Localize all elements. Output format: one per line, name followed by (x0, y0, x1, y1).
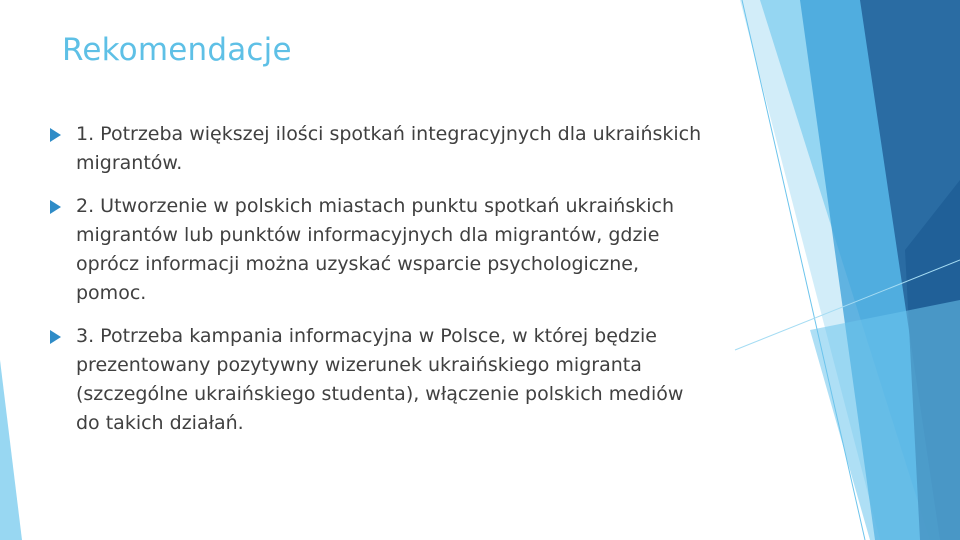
bullet-text: 1. Potrzeba większej ilości spotkań integracyjnych dla ukraińskich migrantów. (76, 123, 702, 174)
triangle-right-icon (50, 200, 61, 214)
left-edge-shape (0, 360, 22, 540)
bullet-text: 2. Utworzenie w polskich miastach punktu spotkań ukraińskich migrantów lub punktów informacyjnych dla migrantów, gdzie oprócz informacji można uzyskać wsparcie psychologiczne, pomoc. (76, 195, 675, 304)
bullet-list (48, 120, 708, 452)
right-shape-bottom-light (810, 300, 960, 540)
bullet-text: 3. Potrzeba kampania informacyjna w Polsce, w której będzie prezentowany pozytywny wizerunek ukraińskiego migranta (szczególne ukraińskiego studenta), włączenie polskich mediów do takich działań. (76, 325, 684, 434)
triangle-right-icon (50, 330, 61, 344)
bullet-item (48, 120, 708, 178)
bullet-item (48, 322, 708, 438)
triangle-right-icon (50, 128, 61, 142)
bullet-item (48, 192, 708, 308)
slide-title: Rekomendacje (62, 32, 292, 68)
